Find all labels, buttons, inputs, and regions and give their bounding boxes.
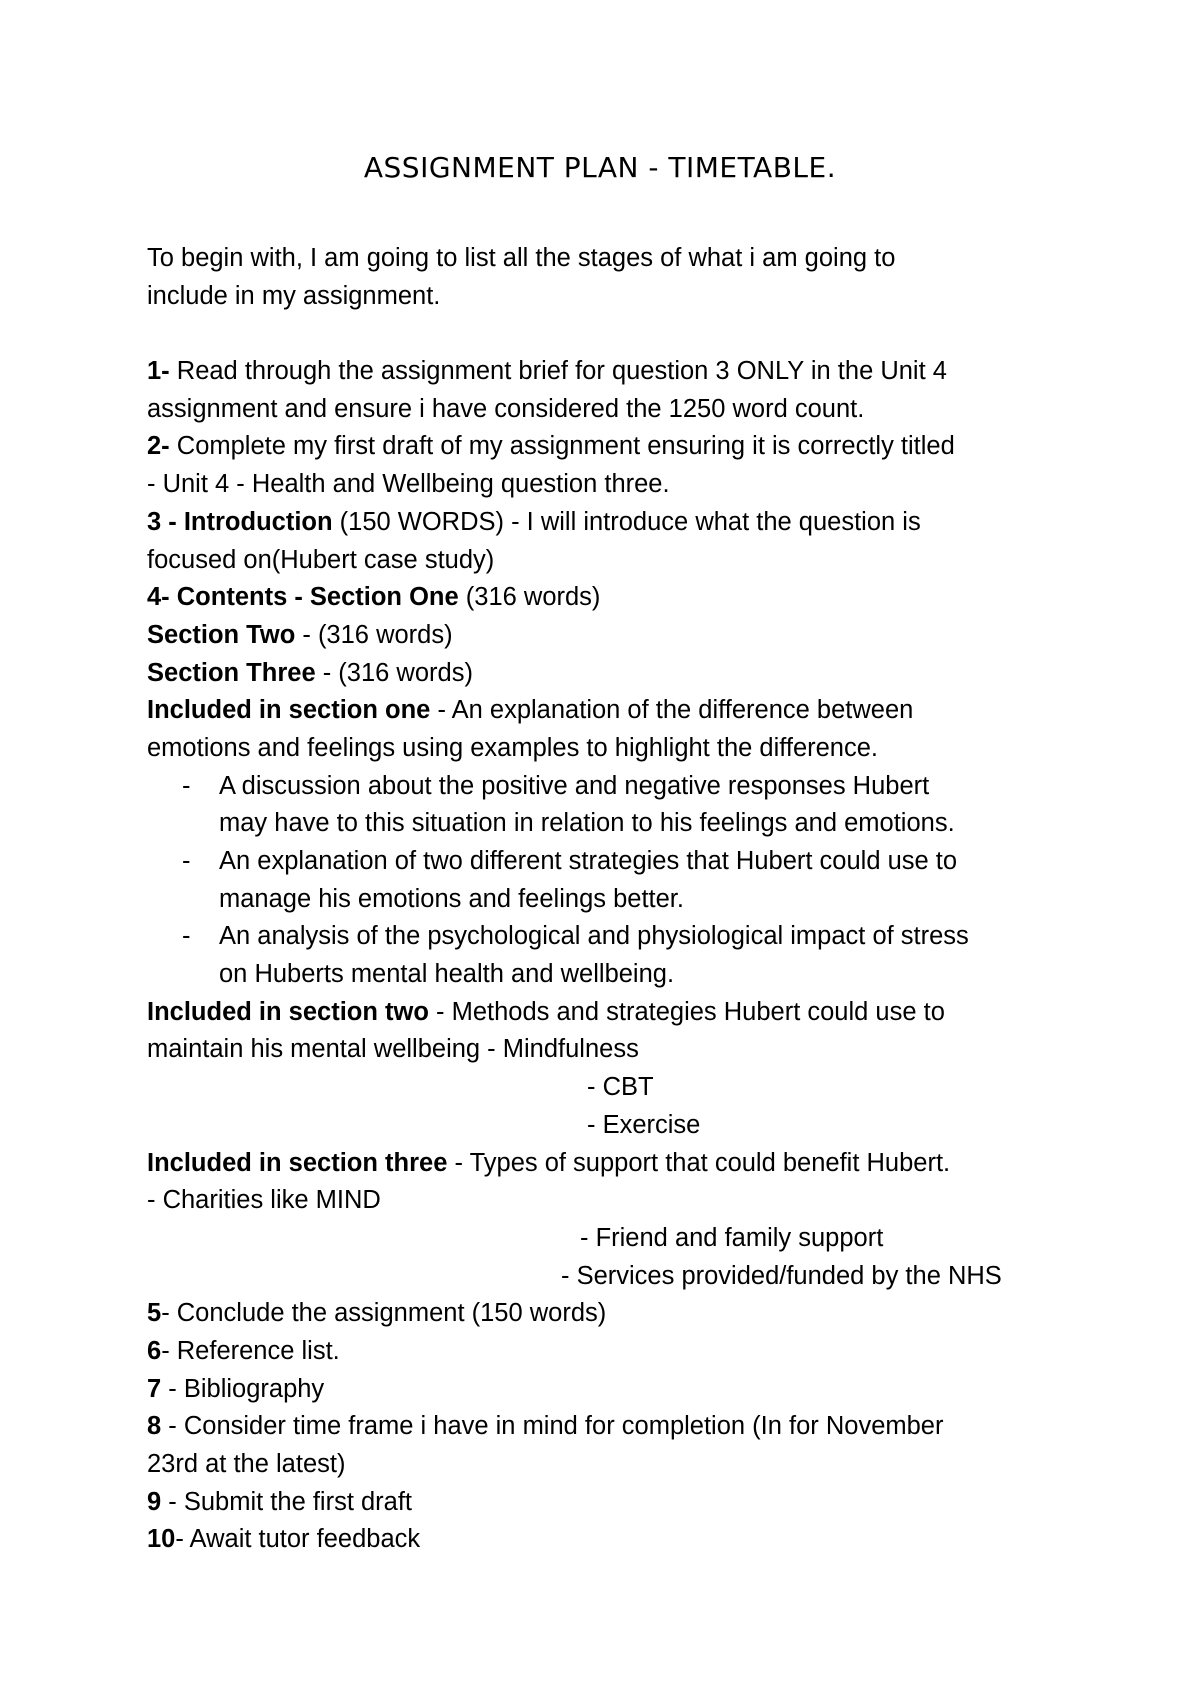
section-two-line-2: maintain his mental wellbeing - Mindfulness: [147, 1035, 639, 1064]
section-one-text: - An explanation of the difference between: [430, 696, 914, 725]
section-three-heading: Included in section three: [147, 1148, 448, 1177]
step-5-text: - Conclude the assignment (150 words): [161, 1299, 607, 1328]
intro-line-1: To begin with, I am going to list all the stages of what i am going to: [147, 244, 896, 272]
section-two-sub-2: [147, 1107, 1077, 1145]
cbt-item: - CBT: [587, 1073, 654, 1102]
exercise-item: - Exercise: [587, 1110, 701, 1139]
step-6: [147, 1333, 1077, 1371]
step-3-text: (150 WORDS) - I will introduce what the question is: [332, 507, 921, 536]
section-one-line-1: [147, 692, 1077, 730]
bullet-1-text: A discussion about the positive and negative responses Hubert: [219, 771, 930, 800]
section-two-count: [147, 617, 1077, 655]
step-9-number: 9: [147, 1487, 162, 1516]
bullet-dash: -: [182, 847, 191, 875]
bullet-1-line-1: [147, 768, 1077, 806]
step-8-text: - Consider time frame i have in mind for completion (In for November: [161, 1412, 944, 1441]
section-three-count: [147, 655, 1077, 693]
step-5: [147, 1295, 1077, 1333]
step-6-text: - Reference list.: [161, 1336, 340, 1365]
bullet-dash: -: [182, 771, 191, 800]
intro-line-2: include in my assignment.: [147, 281, 441, 310]
step-4-line-1: [147, 579, 1077, 617]
section-one-line-2: emotions and feelings using examples to highlight the difference.: [147, 733, 878, 762]
step-2-text: Complete my first draft of my assignment ensuring it is correctly titled: [169, 432, 955, 461]
step-9-text: - Submit the first draft: [161, 1487, 413, 1516]
step-1-line-2: assignment and ensure i have considered the 1250 word count.: [147, 394, 865, 423]
bullet-2-line-2: manage his emotions and feelings better.: [219, 884, 684, 913]
bullet-dash: -: [182, 922, 191, 951]
step-1-number: 1-: [147, 357, 170, 386]
paragraph-gap: [147, 315, 1077, 353]
section-two-sub-1: [147, 1069, 1077, 1107]
step-10-number: 10: [147, 1525, 176, 1554]
step-7-number: 7: [147, 1374, 162, 1403]
step-8-number: 8: [147, 1412, 162, 1441]
step-1-line-1: [147, 353, 1077, 391]
section-two-words: - (316 words): [295, 620, 453, 649]
bullet-3-text: An analysis of the psychological and physiological impact of stress: [219, 922, 969, 951]
step-7: [147, 1371, 1077, 1409]
section-three-text: - Types of support that could benefit Hubert.: [447, 1148, 951, 1177]
step-5-number: 5: [147, 1299, 162, 1328]
step-2-line-1: [147, 428, 1077, 466]
step-3-line-1: [147, 504, 1077, 542]
section-two-heading: Included in section two: [147, 997, 429, 1026]
step-1-text: Read through the assignment brief for question 3 ONLY in the Unit 4: [169, 357, 947, 386]
document-title: ASSIGNMENT PLAN - TIMETABLE.: [363, 151, 837, 184]
step-8-line-1: [147, 1408, 1077, 1446]
section-three-line-1: [147, 1145, 1077, 1183]
step-3-label: 3 - Introduction: [147, 507, 333, 536]
bullet-1-line-2: may have to this situation in relation to his feelings and emotions.: [219, 809, 955, 838]
step-9: [147, 1484, 1077, 1522]
section-three-sub-2: [147, 1258, 1077, 1296]
section-two-label: Section Two: [147, 620, 296, 649]
step-10-text: - Await tutor feedback: [175, 1525, 421, 1554]
section-two-text: - Methods and strategies Hubert could use to: [428, 997, 945, 1026]
step-7-text: - Bibliography: [161, 1374, 325, 1403]
bullet-3-line-1: [147, 918, 1077, 956]
section-two-line-1: [147, 994, 1077, 1032]
step-8-line-2: 23rd at the latest): [147, 1450, 346, 1478]
bullet-2-line-1: [147, 843, 1077, 881]
bullet-2-text: An explanation of two different strategies that Hubert could use to: [219, 847, 958, 875]
nhs-services-item: - Services provided/funded by the NHS: [561, 1261, 1002, 1290]
step-4-text: (316 words): [458, 583, 601, 612]
family-support-item: - Friend and family support: [580, 1223, 884, 1252]
step-2-number: 2-: [147, 432, 170, 461]
section-three-line-2: - Charities like MIND: [147, 1186, 381, 1215]
document-body: [147, 240, 1077, 1559]
step-10: [147, 1521, 1077, 1559]
step-4-label: 4- Contents - Section One: [147, 583, 459, 612]
section-one-label: Included in section one: [147, 696, 431, 725]
step-6-number: 6: [147, 1336, 162, 1365]
section-three-sub-1: [147, 1220, 1077, 1258]
section-three-label: Section Three: [147, 658, 316, 687]
section-three-words: - (316 words): [315, 658, 473, 687]
step-2-line-2: - Unit 4 - Health and Wellbeing question three.: [147, 470, 670, 499]
step-3-line-2: focused on(Hubert case study): [147, 545, 495, 574]
bullet-3-line-2: on Huberts mental health and wellbeing.: [219, 960, 675, 989]
